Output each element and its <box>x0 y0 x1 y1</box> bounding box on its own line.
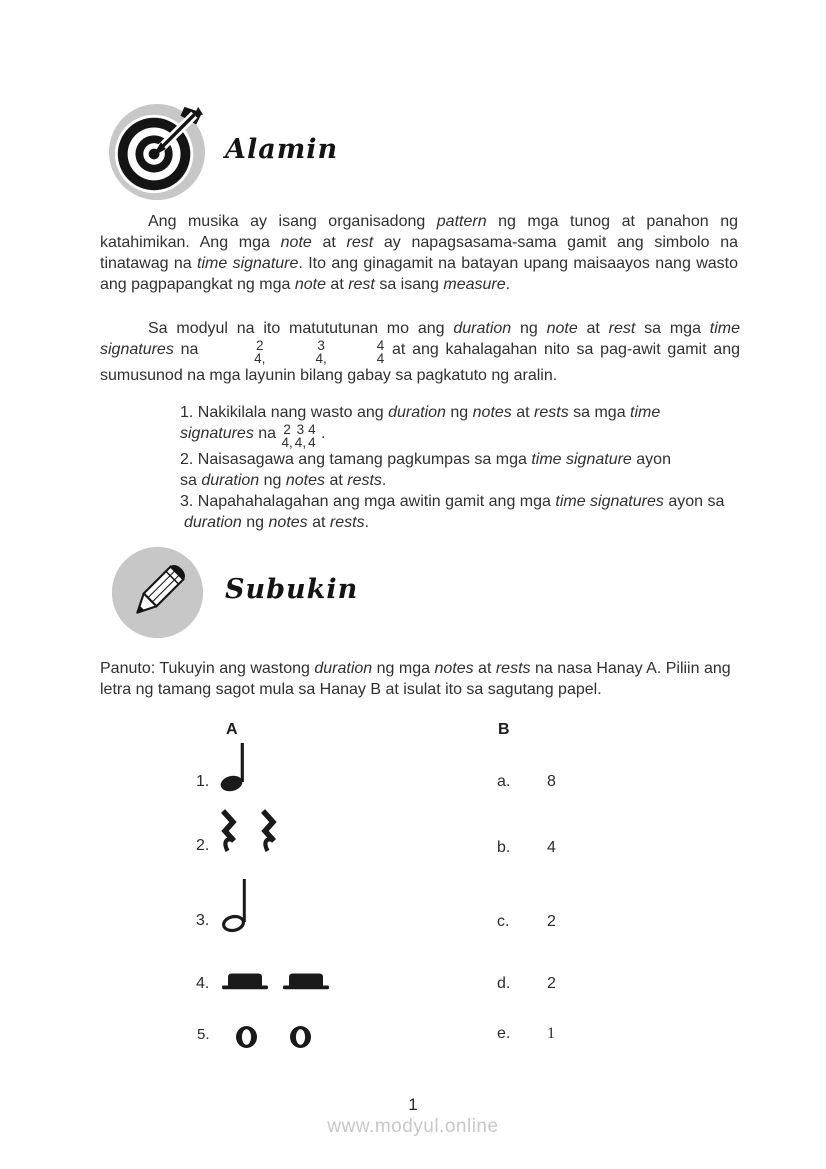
answer-letter: a. <box>497 773 511 790</box>
objective-3: 3. Napahahalagahan ang mga awitin gamit ang mga time signatures ayon sa duration ng notes at rests. <box>180 493 725 531</box>
answer-value: 8 <box>547 773 556 790</box>
whole-note-icon <box>289 1025 312 1049</box>
quarter-rest-icon <box>258 809 279 854</box>
alamin-heading: Alamin <box>225 134 339 165</box>
time-signature-3-4: 3 4, <box>294 422 307 450</box>
item-number: 4. <box>196 975 210 992</box>
whole-note-icon <box>235 1025 258 1049</box>
item-number: 3. <box>196 912 210 929</box>
pencil-icon <box>110 545 205 640</box>
watermark: www.modyul.online <box>327 1116 499 1137</box>
answer-value: 1 <box>547 1025 555 1042</box>
answer-letter: d. <box>497 975 511 992</box>
answer-value: 2 <box>547 913 556 930</box>
half-note-icon <box>221 877 248 938</box>
subukin-heading: Subukin <box>225 574 359 605</box>
column-a-header: A <box>226 721 238 738</box>
objective-1: 1. Nakikilala nang wasto ang duration ng notes at rests sa mga time signatures na 2 4, 3 4, 4 4 . <box>180 404 661 450</box>
time-signature-2-4: 2 4, <box>254 338 266 366</box>
answer-letter: e. <box>497 1025 511 1042</box>
answer-letter: c. <box>497 913 510 930</box>
module-overview-paragraph: Sa modyul na ito matututunan mo ang duration ng note at rest sa mga time signatures na 2 4, 3 4, 4 4 at ang kahalagahan nito sa pag-awit gamit ang sumusunod na mga layunin bilang gabay sa pagkatuto ng aralin. <box>100 320 741 384</box>
time-signature-3-4: 3 4, <box>315 338 327 366</box>
half-rest-icon <box>282 968 330 993</box>
column-b-header: B <box>498 721 510 738</box>
answer-letter: b. <box>497 839 511 856</box>
item-number: 1. <box>196 773 210 790</box>
half-rest-pair <box>221 968 330 993</box>
objectives-list <box>180 402 737 533</box>
objective-2: 2. Naisasagawa ang tamang pagkumpas sa mga time signature ayon sa duration ng notes at rests. <box>180 451 671 489</box>
time-signature-2-4: 2 4, <box>281 422 293 450</box>
half-rest-icon <box>221 968 269 993</box>
quarter-rest-pair <box>218 809 279 854</box>
intro-paragraph: Ang musika ay isang organisadong pattern ng mga tunog at panahon ng katahimikan. Ang mga note at rest ay napagsasama-sama gamit ang simbolo na tinatawag na time signature. Ito ang ginagamit na batayan upang maisaayos nang wasto ang pagpapangkat ng mga note at rest sa isang measure. <box>100 213 739 293</box>
time-signature-4-4: 4 4 <box>376 338 385 366</box>
whole-note-pair <box>235 1025 312 1049</box>
panuto-instructions: Panuto: Tukuyin ang wastong duration ng mga notes at rests na nasa Hanay A. Piliin ang letra ng tamang sagot mula sa Hanay B at isulat ito sa sagutang papel. <box>100 660 731 698</box>
page-number: 1 <box>408 1095 418 1114</box>
time-signature-4-4: 4 4 <box>308 422 316 450</box>
quarter-rest-icon <box>218 809 239 854</box>
target-icon <box>108 103 206 201</box>
quarter-note-icon <box>219 741 246 798</box>
answer-value: 2 <box>547 975 556 992</box>
item-number: 5. <box>197 1026 210 1043</box>
answer-value: 4 <box>547 839 556 856</box>
item-number: 2. <box>196 837 210 854</box>
